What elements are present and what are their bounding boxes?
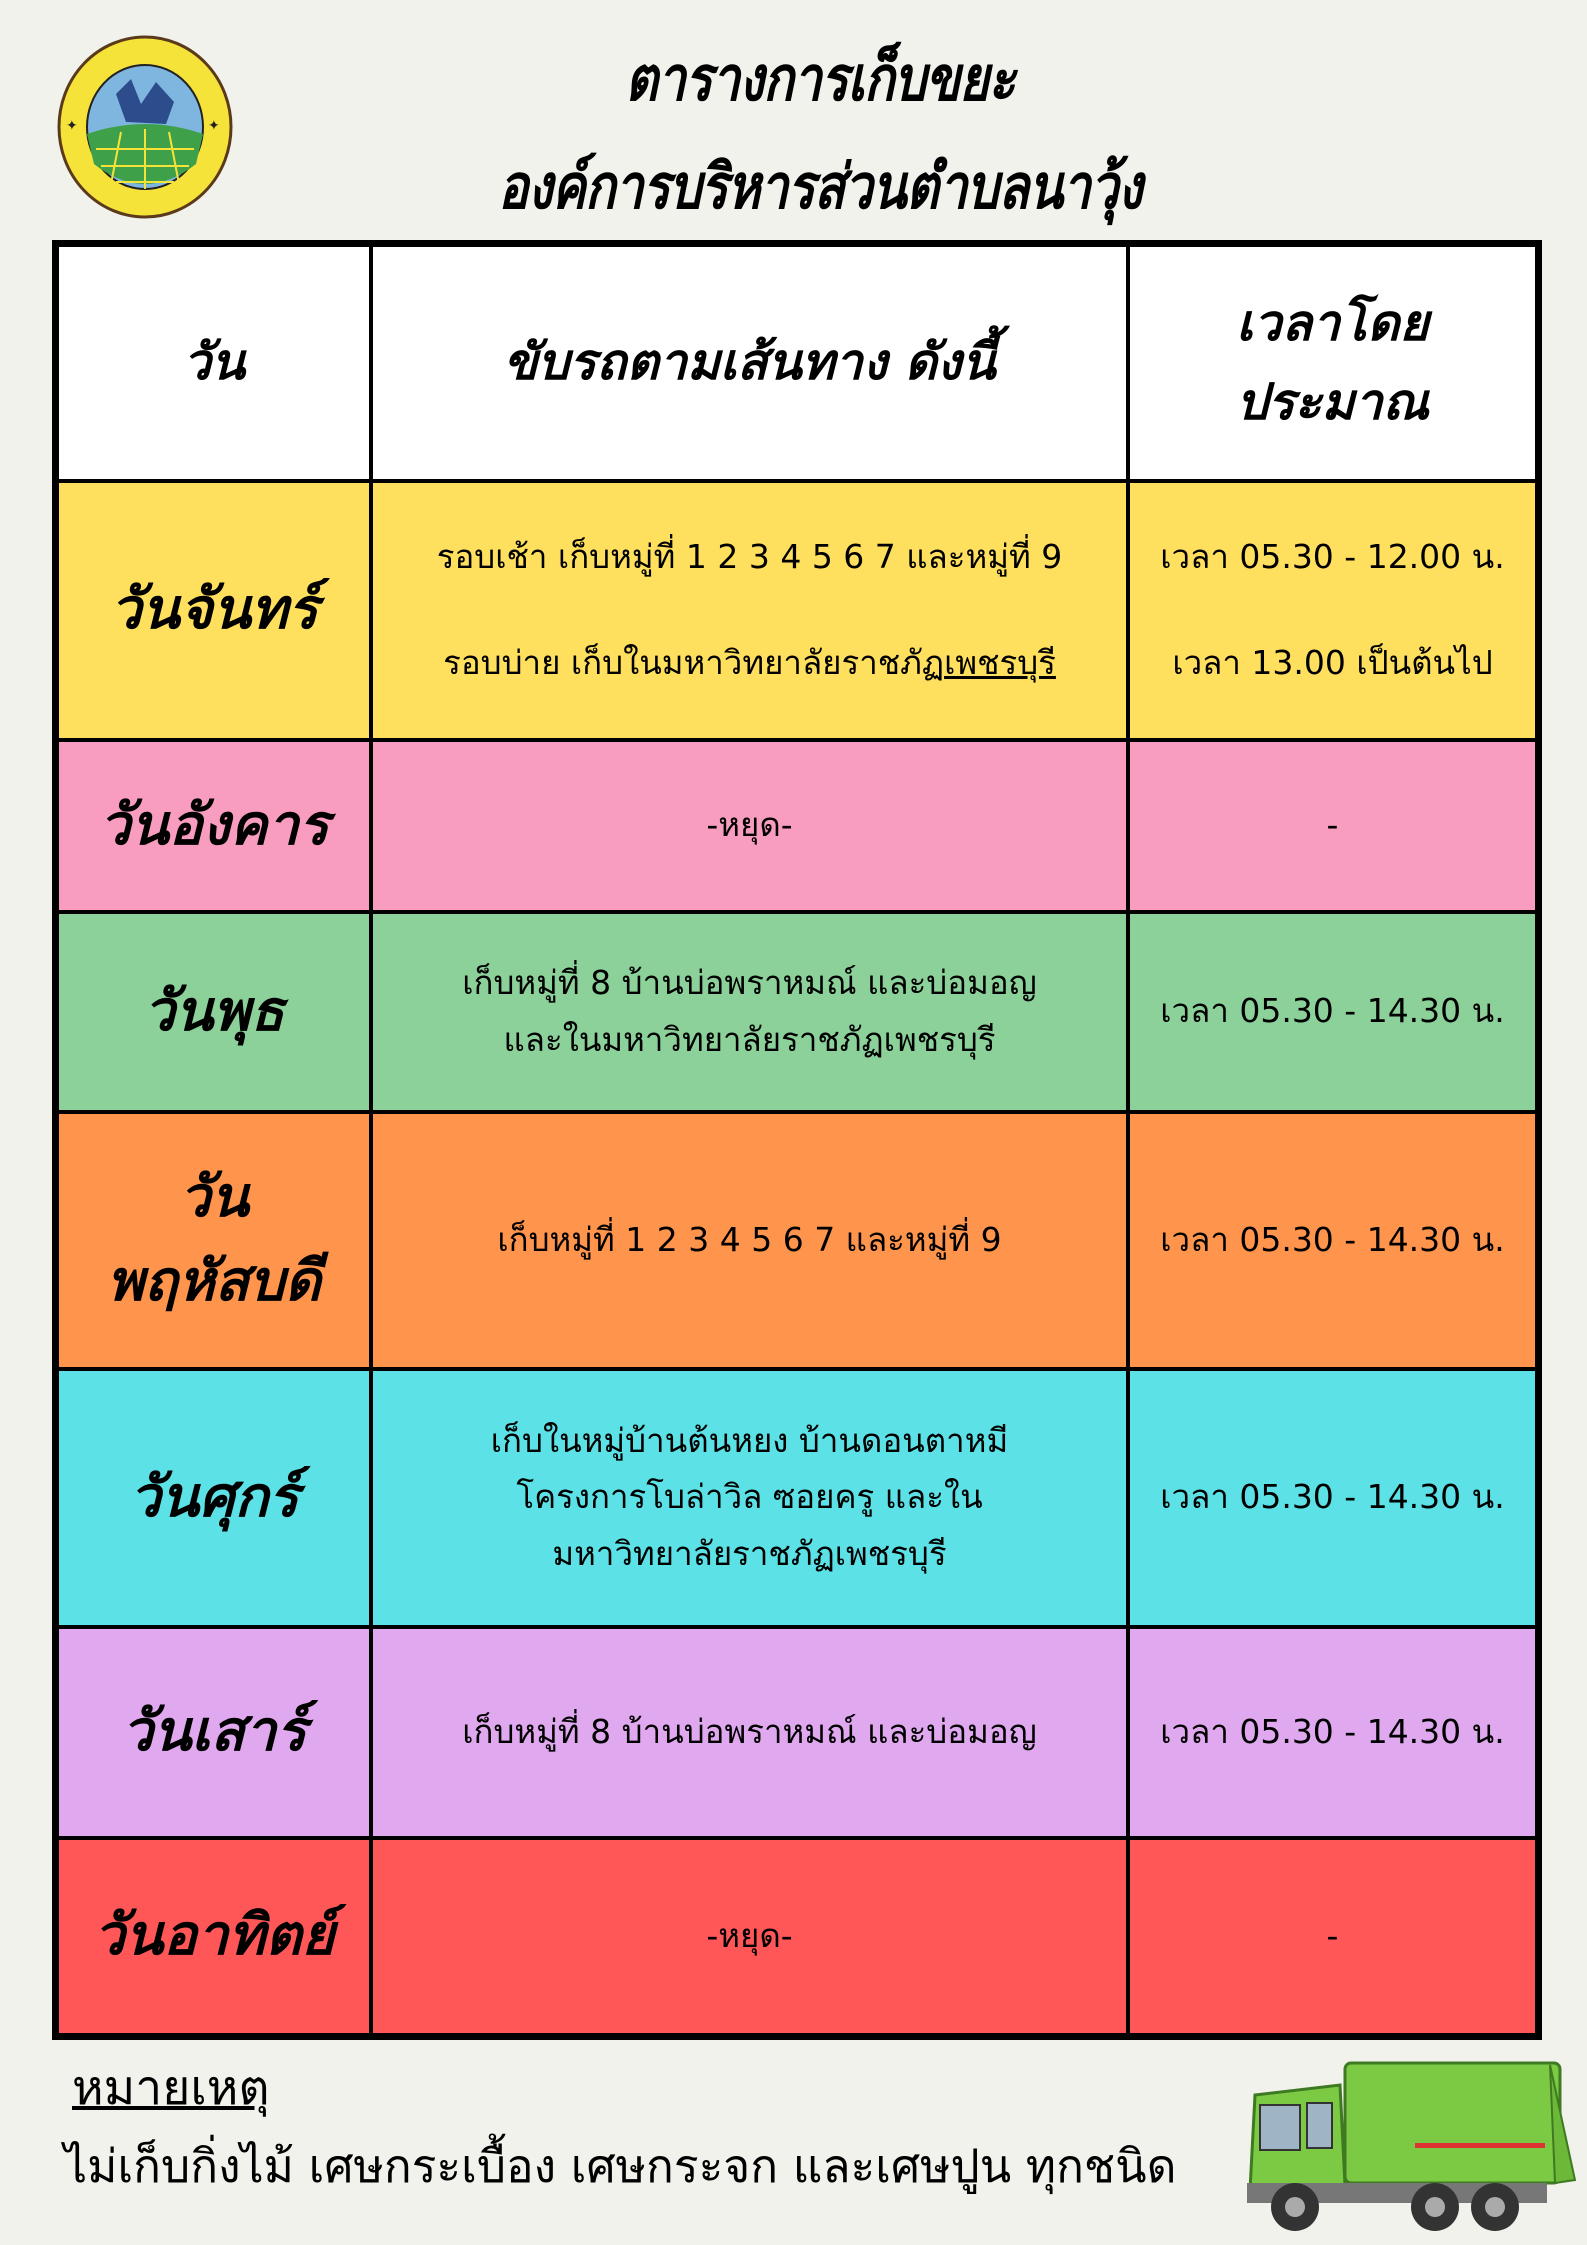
day-label: วันจันทร์ xyxy=(56,481,372,740)
day-label: วันอาทิตย์ xyxy=(56,1838,372,2037)
page-title: ตารางการเก็บขยะ xyxy=(625,42,1015,115)
time-cell: เวลา 05.30 - 14.30 น. xyxy=(1128,1112,1539,1369)
time-cell: เวลา 05.30 - 14.30 น. xyxy=(1128,1627,1539,1838)
schedule-table xyxy=(52,240,1542,2040)
route-line: และในมหาวิทยาลัยราชภัฏเพชรบุรี xyxy=(503,1019,996,1059)
time-cell: - xyxy=(1128,1838,1539,2037)
header-day: วัน xyxy=(56,244,372,481)
day-label: วันอังคาร xyxy=(56,740,372,912)
time-cell: เวลา 05.30 - 14.30 น. xyxy=(1128,1369,1539,1627)
table-header-row xyxy=(56,244,1539,481)
route-cell xyxy=(371,1369,1128,1627)
svg-text:✦: ✦ xyxy=(208,118,220,134)
note-title: หมายเหตุ xyxy=(72,2060,270,2116)
table-row-saturday xyxy=(56,1627,1539,1838)
table-row-monday xyxy=(56,481,1539,740)
time-afternoon: เวลา 13.00 เป็นต้นไป xyxy=(1172,643,1493,682)
route-cell xyxy=(371,912,1128,1112)
time-cell: เวลา 05.30 - 14.30 น. xyxy=(1128,912,1539,1112)
svg-text:✦: ✦ xyxy=(66,118,78,134)
route-line: โครงการโบล่าวิล ซอยครู และใน xyxy=(516,1477,983,1517)
route-afternoon-underlined: เพชรบุรี xyxy=(944,643,1056,682)
route-cell: เก็บหมู่ที่ 8 บ้านบ่อพราหมณ์ และบ่อมอญ xyxy=(371,1627,1128,1838)
route-cell: เก็บหมู่ที่ 1 2 3 4 5 6 7 และหมู่ที่ 9 xyxy=(371,1112,1128,1369)
time-cell xyxy=(1128,481,1539,740)
day-label xyxy=(56,1112,372,1369)
header-time-line2: ประมาณ xyxy=(1236,372,1429,431)
route-morning: รอบเช้า เก็บหมู่ที่ 1 2 3 4 5 6 7 และหมู่ที่ 9 xyxy=(436,537,1063,577)
table-row-sunday xyxy=(56,1838,1539,2037)
day-label-line1: วัน xyxy=(179,1165,249,1230)
route-line: มหาวิทยาลัยราชภัฏเพชรบุรี xyxy=(552,1533,947,1573)
time-cell: - xyxy=(1128,740,1539,912)
table-row-tuesday xyxy=(56,740,1539,912)
time-morning: เวลา 05.30 - 12.00 น. xyxy=(1160,537,1505,577)
route-cell: -หยุด- xyxy=(371,1838,1128,2037)
header-time-line1: เวลาโดย xyxy=(1236,293,1429,352)
header-route: ขับรถตามเส้นทาง ดังนี้ xyxy=(371,244,1128,481)
note-text: ไม่เก็บกิ่งไม้ เศษกระเบื้อง เศษกระจก และเศษปูน ทุกชนิด xyxy=(64,2139,1177,2193)
organization-name: องค์การบริหารส่วนตำบลนาวุ้ง xyxy=(498,150,1142,223)
header-time xyxy=(1128,244,1539,481)
table-row-friday xyxy=(56,1369,1539,1627)
day-label: วันเสาร์ xyxy=(56,1627,372,1838)
table-row-thursday xyxy=(56,1112,1539,1369)
route-cell xyxy=(371,481,1128,740)
day-label-line2: พฤหัสบดี xyxy=(107,1249,321,1314)
garbage-truck-image xyxy=(1245,2055,1580,2235)
route-afternoon: รอบบ่าย เก็บในมหาวิทยาลัยราชภัฏ xyxy=(443,643,945,682)
route-cell: -หยุด- xyxy=(371,740,1128,912)
day-label: วันพุธ xyxy=(56,912,372,1112)
organization-logo xyxy=(56,34,234,220)
route-line: เก็บหมู่ที่ 8 บ้านบ่อพราหมณ์ และบ่อมอญ xyxy=(462,963,1037,1003)
route-line: เก็บในหมู่บ้านต้นหยง บ้านดอนตาหมี xyxy=(490,1421,1009,1461)
day-label: วันศุกร์ xyxy=(56,1369,372,1627)
table-row-wednesday xyxy=(56,912,1539,1112)
